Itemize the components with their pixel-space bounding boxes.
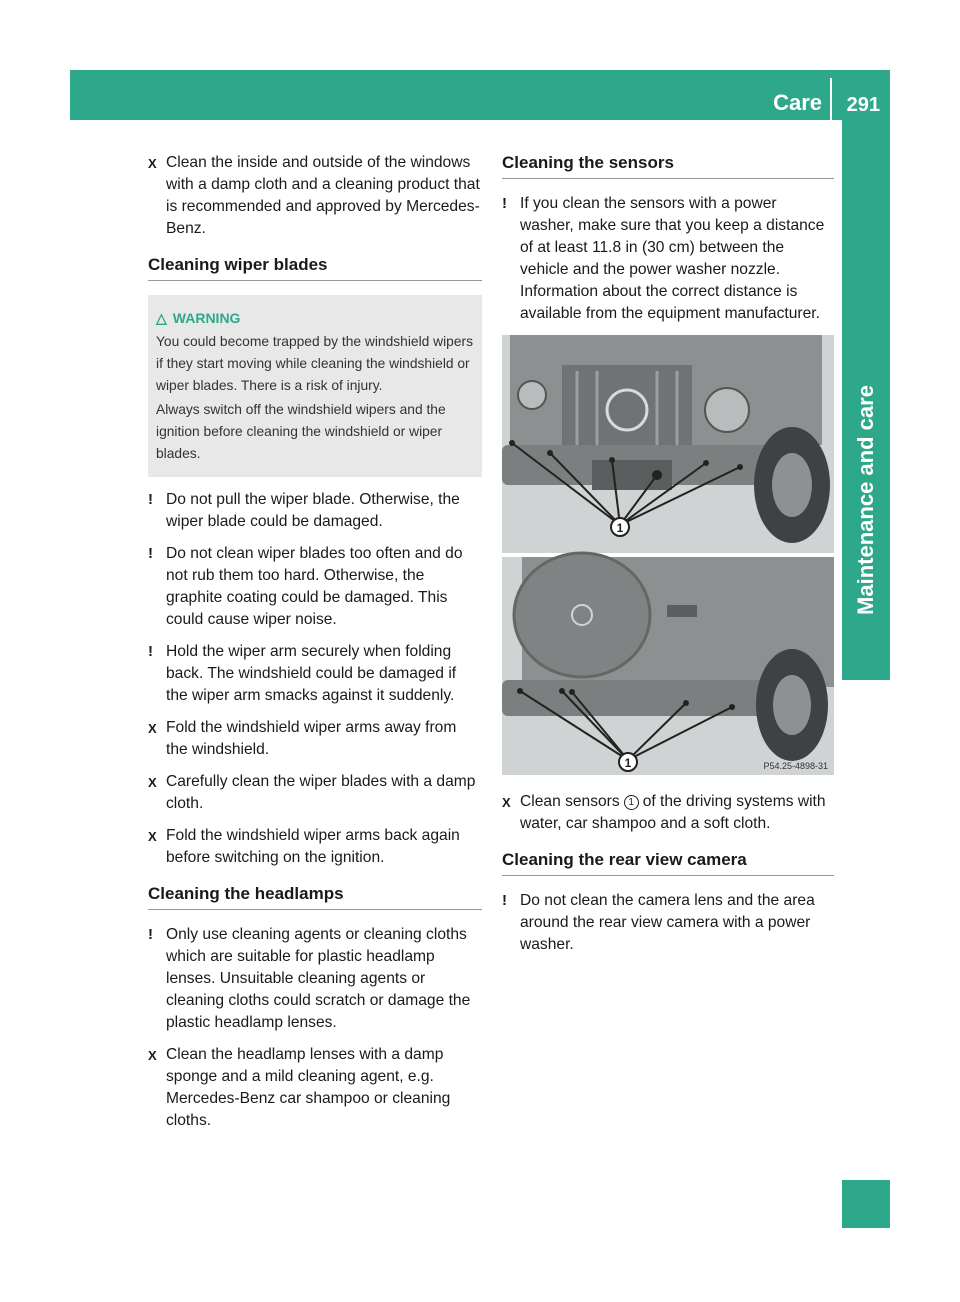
step-fold-away: X Fold the windshield wiper arms away from the windshield.	[148, 719, 457, 758]
page-number: 291	[846, 94, 880, 116]
chapter-tab-label: Maintenance and care	[853, 385, 878, 615]
exclamation-icon: !	[502, 195, 507, 212]
exclamation-icon: !	[148, 643, 153, 660]
svg-text:1: 1	[624, 756, 632, 770]
step-clean-windows: X Clean the inside and outside of the windows with a damp cloth and a cleaning product that is recommended and approved by Mercedes-Benz.	[148, 154, 480, 237]
step-clean-headlamps: X Clean the headlamp lenses with a damp sponge and a mild cleaning agent, e.g. Mercedes-Benz car shampoo or cleaning cloths.	[148, 1046, 451, 1129]
note-sensors: ! If you clean the sensors with a power washer, make sure that you keep a distance of at least 11.8 in (30 cm) between the vehicle and the power washer nozzle. Information about the correct distance is available from the equipment manufacturer.	[502, 195, 825, 322]
front-grille	[562, 365, 692, 455]
left-column	[148, 152, 482, 1142]
step-arrow-icon: X	[148, 721, 157, 736]
step-clean-blades: X Carefully clean the wiper blades with a damp cloth.	[148, 773, 476, 812]
note-rear-camera: ! Do not clean the camera lens and the area around the rear view camera with a power washer.	[502, 892, 815, 953]
step-arrow-icon: X	[148, 775, 157, 790]
warning-title: △ WARNING	[156, 310, 241, 326]
header-divider	[830, 78, 832, 120]
exclamation-icon: !	[148, 545, 153, 562]
exclamation-icon: !	[148, 491, 153, 508]
warning-triangle-icon: △	[156, 310, 167, 326]
chapter-tab-marker	[842, 1180, 890, 1228]
step-arrow-icon: X	[148, 1048, 157, 1063]
step-clean-sensors: X Clean sensors 1 of the driving systems with water, car shampoo and a soft cloth.	[502, 793, 826, 832]
warning-text-1: You could become trapped by the windshield wipers if they start moving while cleaning the windshield or wiper blades. There is a risk of injury.	[156, 334, 474, 393]
exclamation-icon: !	[148, 926, 153, 943]
image-code: P54.25-4898-31	[763, 761, 828, 771]
note-wiper-fold: ! Hold the wiper arm securely when folding back. The windshield could be damaged if the wiper arm smacks against it suddenly.	[148, 643, 457, 704]
callout-1-icon: 1	[624, 795, 639, 810]
exclamation-icon: !	[502, 892, 507, 909]
heading-headlamps: Cleaning the headlamps	[148, 883, 482, 910]
right-column	[502, 152, 834, 966]
heading-wiper-blades: Cleaning wiper blades	[148, 254, 482, 281]
section-title: Care	[773, 90, 822, 115]
page-header	[70, 70, 890, 120]
note-wiper-pull: ! Do not pull the wiper blade. Otherwise, the wiper blade could be damaged.	[148, 491, 460, 530]
spare-wheel-cover	[514, 553, 650, 677]
heading-sensors: Cleaning the sensors	[502, 152, 834, 179]
step-arrow-icon: X	[502, 795, 511, 810]
warning-box	[148, 295, 482, 477]
warning-text-2: Always switch off the windshield wipers and the ignition before cleaning the windshield or wiper blades.	[156, 402, 446, 461]
svg-text:1: 1	[616, 521, 624, 535]
right-headlamp	[705, 388, 749, 432]
step-arrow-icon: X	[148, 156, 157, 171]
note-wiper-rub: ! Do not clean wiper blades too often and do not rub them too hard. Otherwise, the graphite coating could be damaged. This could cause wiper noise.	[148, 545, 463, 628]
note-headlamps: ! Only use cleaning agents or cleaning cloths which are suitable for plastic headlamp lenses. Unsuitable cleaning agents or cleaning cloths could scratch or damage the plastic headlamp lenses.	[148, 926, 471, 1031]
left-headlamp	[518, 381, 546, 409]
step-fold-back: X Fold the windshield wiper arms back again before switching on the ignition.	[148, 827, 460, 866]
step-arrow-icon: X	[148, 829, 157, 844]
rear-bumper	[502, 680, 772, 716]
heading-rear-camera: Cleaning the rear view camera	[502, 849, 834, 876]
chapter-tab	[842, 120, 890, 680]
vehicle-sensors-illustration	[502, 335, 834, 775]
sensors-photo	[502, 335, 834, 775]
